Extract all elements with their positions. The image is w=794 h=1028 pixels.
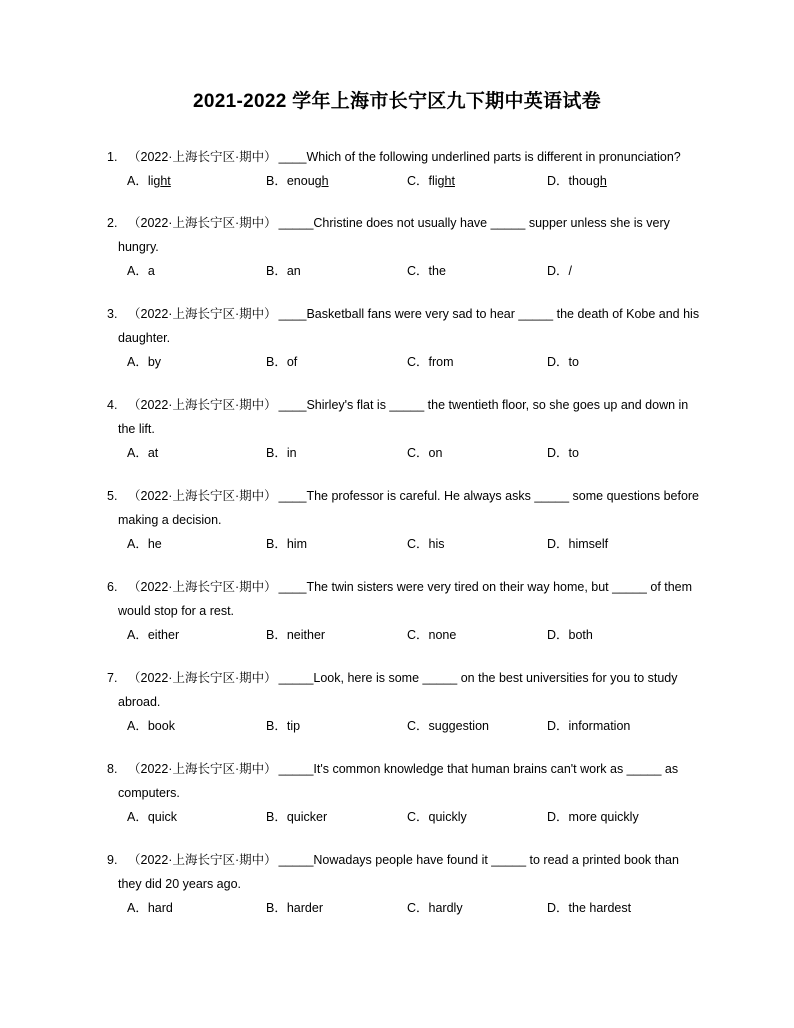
option-label: B．	[266, 264, 287, 278]
option-c[interactable]	[407, 532, 445, 556]
question-number: 1.	[107, 150, 118, 164]
option-text: an	[286, 264, 301, 278]
option-label: B．	[266, 537, 287, 551]
question-text-continued: making a decision.	[118, 513, 222, 527]
question-text-continued: the lift.	[118, 422, 155, 436]
answer-blank[interactable]: ____	[278, 580, 307, 594]
answer-blank[interactable]: ____	[278, 489, 307, 503]
option-d[interactable]	[547, 896, 631, 920]
source-tag: （2022·上海长宁区·期中）	[128, 580, 277, 594]
option-text: a	[147, 264, 155, 278]
option-underlined-part: ht	[160, 174, 171, 188]
option-text: either	[147, 628, 180, 642]
option-c[interactable]	[407, 259, 446, 283]
option-label: A．	[127, 810, 148, 824]
option-text: hardly	[428, 901, 463, 915]
option-text: flig	[428, 174, 445, 188]
option-label: A．	[127, 901, 148, 915]
option-text: hard	[147, 901, 173, 915]
option-a[interactable]	[127, 350, 161, 374]
question-number: 6.	[107, 580, 118, 594]
option-label: A．	[127, 628, 148, 642]
option-b[interactable]	[266, 896, 323, 920]
question-stem	[107, 848, 703, 872]
option-c[interactable]	[407, 805, 467, 829]
options-row	[107, 714, 703, 738]
option-label: B．	[266, 446, 287, 460]
options-row	[107, 169, 703, 193]
option-text: to	[568, 446, 579, 460]
option-label: A．	[127, 174, 148, 188]
option-text: harder	[286, 901, 323, 915]
source-tag: （2022·上海长宁区·期中）	[128, 216, 277, 230]
option-text: from	[428, 355, 454, 369]
exam-title: 2021-2022 学年上海市长宁区九下期中英语试卷	[193, 91, 601, 112]
question-4	[107, 393, 703, 465]
option-b[interactable]	[266, 350, 297, 374]
option-text: the	[428, 264, 446, 278]
question-2	[107, 211, 703, 283]
option-underlined-part: ht	[444, 174, 455, 188]
option-text: the hardest	[568, 901, 632, 915]
question-number: 3.	[107, 307, 118, 321]
source-tag: （2022·上海长宁区·期中）	[128, 398, 277, 412]
options-row	[107, 259, 703, 283]
answer-blank[interactable]: _____	[278, 853, 314, 867]
option-d[interactable]	[547, 259, 572, 283]
option-a[interactable]	[127, 805, 177, 829]
option-text: quicker	[286, 810, 328, 824]
option-label: D．	[547, 264, 569, 278]
question-stem	[107, 666, 703, 690]
options-row	[107, 623, 703, 647]
option-b[interactable]	[266, 169, 329, 193]
option-text: quick	[147, 810, 178, 824]
option-c[interactable]	[407, 896, 463, 920]
option-text: lig	[147, 174, 161, 188]
question-text: Basketball fans were very sad to hear _____ the death of Kobe and his	[306, 307, 700, 321]
question-6	[107, 575, 703, 647]
option-label: D．	[547, 810, 569, 824]
options-row	[107, 896, 703, 920]
option-label: C．	[407, 355, 429, 369]
answer-blank[interactable]: _____	[278, 216, 314, 230]
option-b[interactable]	[266, 623, 325, 647]
option-a[interactable]	[127, 714, 175, 738]
option-label: B．	[266, 810, 287, 824]
option-b[interactable]	[266, 805, 327, 829]
option-underlined-part: gh	[314, 174, 329, 188]
option-c[interactable]	[407, 714, 489, 738]
question-3	[107, 302, 703, 374]
options-row	[107, 532, 703, 556]
option-a[interactable]	[127, 896, 173, 920]
option-text: on	[428, 446, 443, 460]
question-number: 7.	[107, 671, 118, 685]
option-text: suggestion	[428, 719, 489, 733]
question-number: 5.	[107, 489, 118, 503]
option-text: both	[568, 628, 593, 642]
option-d[interactable]	[547, 169, 607, 193]
option-label: B．	[266, 901, 287, 915]
question-text: Nowadays people have found it _____ to read a printed book than	[313, 853, 679, 867]
option-b[interactable]	[266, 532, 307, 556]
option-underlined-part: gh	[592, 174, 607, 188]
option-a[interactable]	[127, 169, 171, 193]
question-number: 4.	[107, 398, 118, 412]
option-text: of	[286, 355, 298, 369]
option-label: C．	[407, 174, 429, 188]
option-text: him	[286, 537, 307, 551]
options-row	[107, 441, 703, 465]
option-d[interactable]	[547, 805, 639, 829]
question-8	[107, 757, 703, 829]
option-d[interactable]	[547, 623, 593, 647]
option-label: D．	[547, 719, 569, 733]
question-stem	[107, 575, 703, 599]
question-stem	[107, 393, 703, 417]
question-text-continued: daughter.	[118, 331, 171, 345]
question-text: It's common knowledge that human brains can't work as _____ as	[313, 762, 679, 776]
answer-blank[interactable]: ____	[278, 398, 307, 412]
option-c[interactable]	[407, 350, 454, 374]
answer-blank[interactable]: _____	[278, 671, 314, 685]
option-b[interactable]	[266, 714, 300, 738]
question-text: The professor is careful. He always asks _____ some questions before	[306, 489, 700, 503]
question-number: 2.	[107, 216, 118, 230]
option-text: his	[428, 537, 445, 551]
source-tag: （2022·上海长宁区·期中）	[128, 489, 277, 503]
option-label: B．	[266, 174, 287, 188]
option-label: D．	[547, 537, 569, 551]
option-text: quickly	[428, 810, 467, 824]
option-label: A．	[127, 446, 148, 460]
option-text: at	[147, 446, 159, 460]
answer-blank[interactable]: _____	[278, 762, 314, 776]
option-text: information	[568, 719, 631, 733]
option-label: B．	[266, 628, 287, 642]
answer-blank[interactable]: ____	[278, 150, 307, 164]
option-d[interactable]	[547, 532, 608, 556]
question-stem	[107, 302, 703, 326]
option-text: by	[147, 355, 162, 369]
option-text: /	[568, 264, 573, 278]
options-row	[107, 805, 703, 829]
source-tag: （2022·上海长宁区·期中）	[128, 671, 277, 685]
question-text-continued: would stop for a rest.	[118, 604, 235, 618]
question-text-continued: computers.	[118, 786, 180, 800]
question-text: Shirley's flat is _____ the twentieth floor, so she goes up and down in	[306, 398, 689, 412]
option-label: A．	[127, 537, 148, 551]
option-label: B．	[266, 719, 287, 733]
option-label: C．	[407, 901, 429, 915]
source-tag: （2022·上海长宁区·期中）	[128, 150, 277, 164]
option-a[interactable]	[127, 259, 155, 283]
question-text: Which of the following underlined parts is different in pronunciation?	[306, 150, 681, 164]
options-row	[107, 350, 703, 374]
question-5	[107, 484, 703, 556]
option-label: C．	[407, 537, 429, 551]
option-d[interactable]	[547, 714, 630, 738]
question-text: The twin sisters were very tired on their way home, but _____ of them	[306, 580, 693, 594]
option-label: D．	[547, 901, 569, 915]
question-number: 8.	[107, 762, 118, 776]
option-d[interactable]	[547, 441, 579, 465]
question-stem	[107, 757, 703, 781]
question-1	[107, 145, 703, 193]
option-a[interactable]	[127, 532, 162, 556]
option-label: C．	[407, 719, 429, 733]
question-7	[107, 666, 703, 738]
option-label: D．	[547, 355, 569, 369]
option-text: book	[147, 719, 175, 733]
option-label: A．	[127, 355, 148, 369]
question-text-continued: they did 20 years ago.	[118, 877, 241, 891]
source-tag: （2022·上海长宁区·期中）	[128, 307, 277, 321]
option-b[interactable]	[266, 441, 297, 465]
question-stem	[107, 145, 703, 169]
answer-blank[interactable]: ____	[278, 307, 307, 321]
option-label: D．	[547, 446, 569, 460]
option-text: he	[147, 537, 162, 551]
option-text: none	[428, 628, 457, 642]
question-text-continued: hungry.	[118, 240, 159, 254]
option-text: neither	[286, 628, 326, 642]
option-b[interactable]	[266, 259, 301, 283]
source-tag: （2022·上海长宁区·期中）	[128, 762, 277, 776]
question-9	[107, 848, 703, 920]
option-label: D．	[547, 628, 569, 642]
question-stem	[107, 484, 703, 508]
option-label: B．	[266, 355, 287, 369]
option-text: enou	[286, 174, 315, 188]
option-text: more quickly	[568, 810, 639, 824]
option-d[interactable]	[547, 350, 579, 374]
option-label: C．	[407, 446, 429, 460]
option-text: tip	[286, 719, 301, 733]
source-tag: （2022·上海长宁区·期中）	[128, 853, 277, 867]
question-text-continued: abroad.	[118, 695, 161, 709]
option-label: A．	[127, 264, 148, 278]
option-text: to	[568, 355, 579, 369]
option-c[interactable]	[407, 623, 456, 647]
option-text: himself	[568, 537, 609, 551]
option-label: C．	[407, 628, 429, 642]
question-text: Look, here is some _____ on the best universities for you to study	[313, 671, 678, 685]
question-stem	[107, 211, 703, 235]
option-text: in	[286, 446, 297, 460]
option-label: C．	[407, 264, 429, 278]
question-text: Christine does not usually have _____ supper unless she is very	[313, 216, 670, 230]
option-c[interactable]	[407, 441, 442, 465]
option-label: A．	[127, 719, 148, 733]
option-label: D．	[547, 174, 569, 188]
option-a[interactable]	[127, 441, 158, 465]
option-label: C．	[407, 810, 429, 824]
option-a[interactable]	[127, 623, 179, 647]
option-c[interactable]	[407, 169, 455, 193]
option-text: thou	[568, 174, 593, 188]
question-number: 9.	[107, 853, 118, 867]
